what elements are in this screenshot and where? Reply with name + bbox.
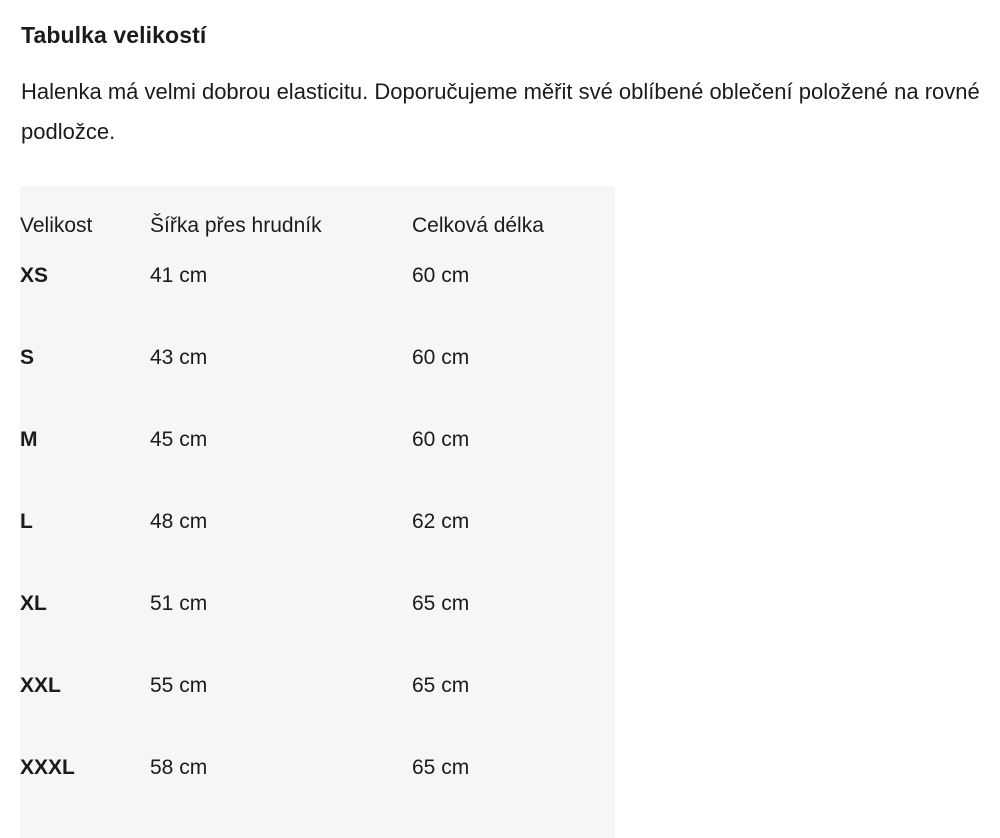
cell-chest: 48 cm (150, 510, 208, 533)
table-row (20, 264, 615, 346)
size-table (20, 208, 615, 838)
cell-length: 60 cm (412, 346, 470, 369)
cell-length: 62 cm (412, 510, 470, 533)
cell-length: 65 cm (412, 592, 470, 615)
column-header-size: Velikost (20, 214, 93, 237)
cell-chest: 55 cm (150, 674, 208, 697)
cell-chest: 43 cm (150, 346, 208, 369)
cell-size: XXL (20, 674, 61, 697)
column-header-total-length: Celková délka (412, 214, 544, 237)
cell-chest: 45 cm (150, 428, 208, 451)
table-row (20, 510, 615, 592)
table-body (20, 264, 615, 838)
table-row (20, 592, 615, 674)
page-title: Tabulka velikostí (21, 22, 207, 48)
cell-chest: 41 cm (150, 264, 208, 287)
table-row (20, 428, 615, 510)
cell-size: L (20, 510, 33, 533)
table-row (20, 756, 615, 838)
cell-length: 65 cm (412, 674, 470, 697)
cell-length: 65 cm (412, 756, 470, 779)
cell-chest: 58 cm (150, 756, 208, 779)
table-header-row (20, 208, 615, 264)
table-row (20, 346, 615, 428)
cell-size: XXXL (20, 756, 75, 779)
cell-length: 60 cm (412, 264, 470, 287)
intro-paragraph: Halenka má velmi dobrou elasticitu. Doporučujeme měřit své oblíbené oblečení položené na rovné podložce. (21, 79, 980, 144)
column-header-chest-width: Šířka přes hrudník (150, 214, 322, 237)
table-row (20, 674, 615, 756)
size-table-container (20, 186, 615, 838)
table-header (20, 208, 615, 264)
cell-length: 60 cm (412, 428, 470, 451)
cell-size: XL (20, 592, 47, 615)
cell-size: S (20, 346, 35, 369)
cell-size: XS (20, 264, 49, 287)
cell-chest: 51 cm (150, 592, 208, 615)
cell-size: M (20, 428, 38, 451)
